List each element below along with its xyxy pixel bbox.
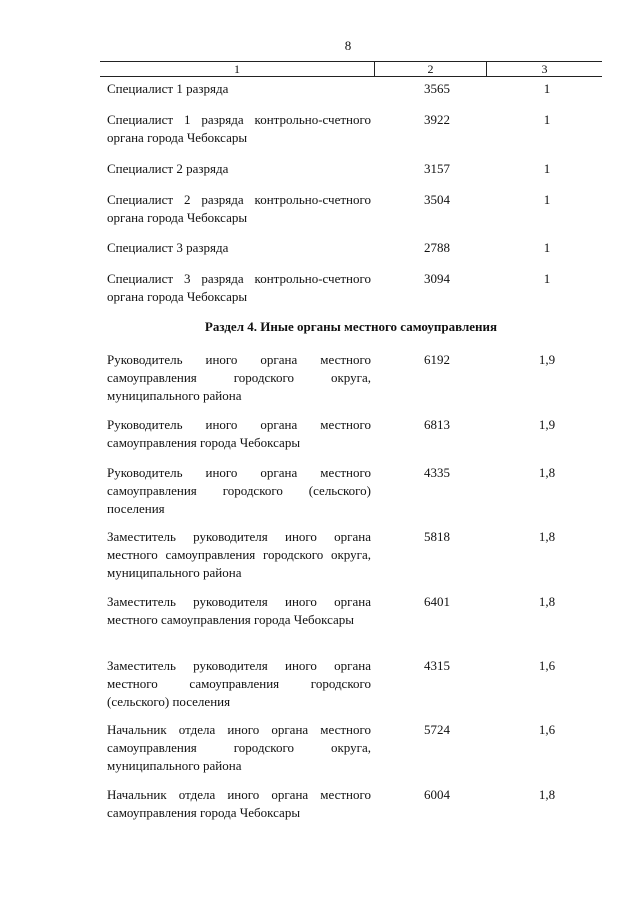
coefficient-value: 1,9 bbox=[538, 417, 556, 432]
salary-value: 6192 bbox=[424, 352, 450, 367]
position-name: Начальник отдела иного органа местного самоуправления городского округа, муниципального района bbox=[107, 722, 371, 773]
salary-value: 6401 bbox=[424, 594, 450, 609]
position-name: Руководитель иного органа местного самоуправления городского (сельского) поселения bbox=[107, 465, 371, 516]
salary-value: 3157 bbox=[424, 161, 450, 176]
coefficient-value: 1 bbox=[543, 192, 551, 207]
position-name: Руководитель иного органа местного самоуправления города Чебоксары bbox=[107, 417, 371, 450]
salary-value: 2788 bbox=[424, 240, 450, 255]
coefficient-value: 1,8 bbox=[538, 529, 556, 544]
position-name: Заместитель руководителя иного органа местного самоуправления городского (сельского) поселения bbox=[107, 658, 371, 709]
page-number: 8 bbox=[344, 38, 352, 53]
column-header-3: 3 bbox=[541, 62, 548, 76]
coefficient-value: 1 bbox=[543, 161, 551, 176]
salary-value: 5724 bbox=[424, 722, 450, 737]
coefficient-value: 1,8 bbox=[538, 594, 556, 609]
position-name: Специалист 2 разряда bbox=[107, 161, 229, 176]
position-name: Начальник отдела иного органа местного самоуправления города Чебоксары bbox=[107, 787, 371, 820]
coefficient-value: 1,8 bbox=[538, 465, 556, 480]
coefficient-value: 1 bbox=[543, 112, 551, 127]
position-name: Специалист 3 разряда контрольно-счетного органа города Чебоксары bbox=[107, 271, 371, 304]
salary-value: 4315 bbox=[424, 658, 450, 673]
salary-value: 3922 bbox=[424, 112, 450, 127]
table-header bbox=[100, 61, 602, 77]
salary-value: 4335 bbox=[424, 465, 450, 480]
salary-value: 6813 bbox=[424, 417, 450, 432]
coefficient-value: 1,6 bbox=[538, 722, 556, 737]
position-name: Заместитель руководителя иного органа местного самоуправления города Чебоксары bbox=[107, 594, 371, 627]
salary-value: 3565 bbox=[424, 81, 450, 96]
coefficient-value: 1 bbox=[543, 240, 551, 255]
salary-value: 3504 bbox=[424, 192, 450, 207]
position-name: Заместитель руководителя иного органа местного самоуправления городского округа, муниципального района bbox=[107, 529, 371, 580]
position-name: Специалист 3 разряда bbox=[107, 240, 229, 255]
position-name: Специалист 2 разряда контрольно-счетного органа города Чебоксары bbox=[107, 192, 371, 225]
salary-value: 3094 bbox=[424, 271, 450, 286]
salary-value: 5818 bbox=[424, 529, 450, 544]
coefficient-value: 1 bbox=[543, 271, 551, 286]
coefficient-value: 1,6 bbox=[538, 658, 556, 673]
coefficient-value: 1,8 bbox=[538, 787, 556, 802]
salary-value: 6004 bbox=[424, 787, 450, 802]
position-name: Специалист 1 разряда bbox=[107, 81, 229, 96]
column-header-2: 2 bbox=[375, 62, 487, 76]
position-name: Специалист 1 разряда контрольно-счетного органа города Чебоксары bbox=[107, 112, 371, 145]
coefficient-value: 1 bbox=[543, 81, 551, 96]
section-title: Раздел 4. Иные органы местного самоуправления bbox=[204, 319, 498, 334]
coefficient-value: 1,9 bbox=[538, 352, 556, 367]
column-header-1: 1 bbox=[100, 62, 375, 76]
position-name: Руководитель иного органа местного самоуправления городского округа, муниципального района bbox=[107, 352, 371, 403]
